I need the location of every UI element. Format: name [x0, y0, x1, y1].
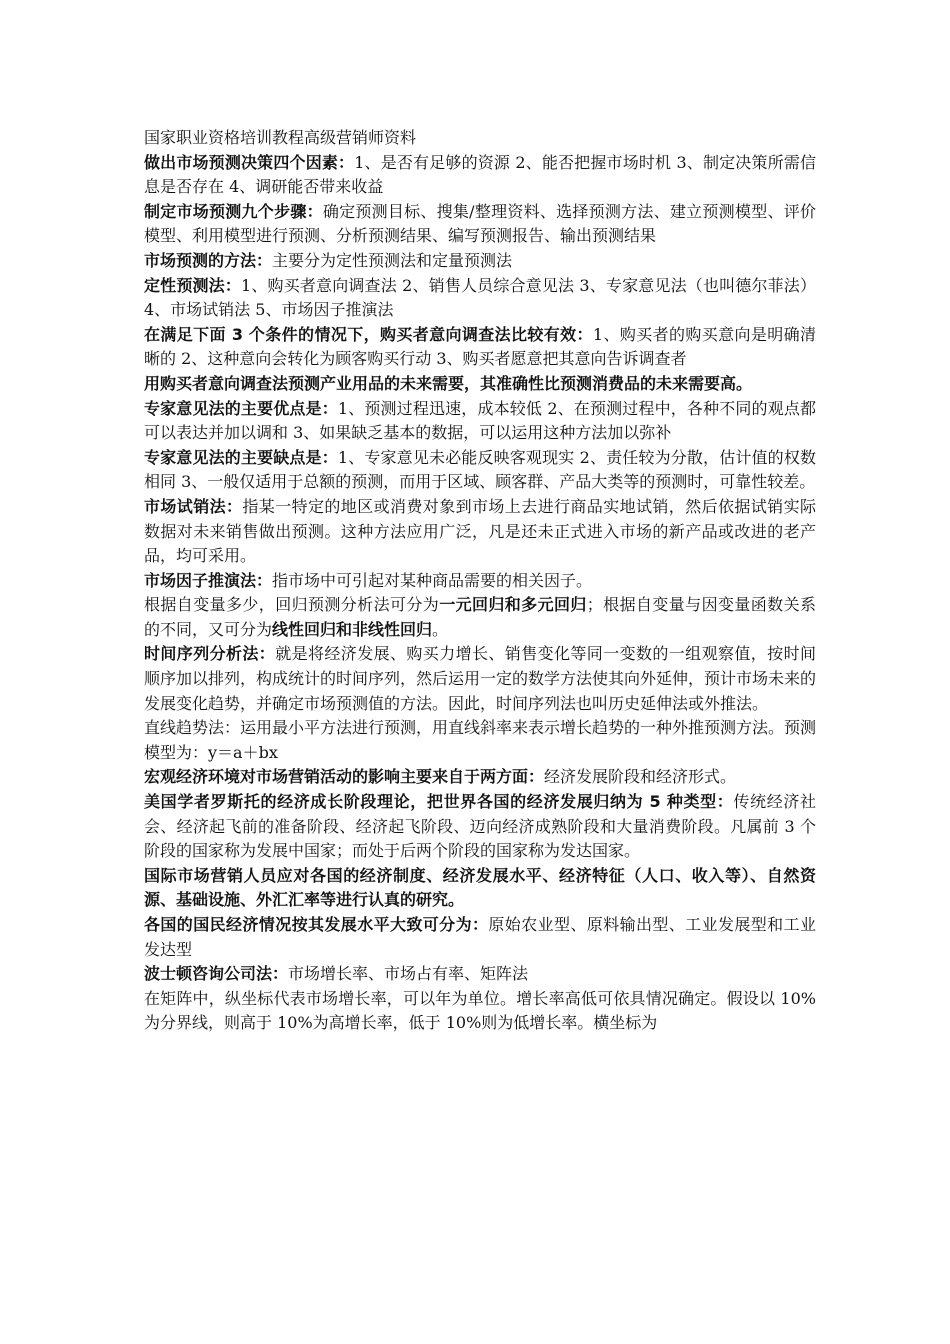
paragraph-macro-environment — [144, 765, 816, 790]
paragraph-linear-trend — [144, 716, 816, 765]
paragraph-body: 就是将经济发展、购买力增长、销售变化等同一变数的一组观察值，按时间顺序加以排列，构成统计的时间序列，然后运用一定的数学方法使其向外延伸，预计市场未来的发展变化趋势，并确定市场预测值的方法。因此，时间序列法也叫历史延伸法或外推法。 — [144, 644, 817, 713]
paragraph-buyer-intent-conditions — [144, 323, 816, 372]
paragraph-body: 1、购买者的购买意向是明确清晰的 2、这种意向会转化为顾客购买行动 3、购买者愿意把其意向告诉调查者 — [144, 324, 816, 369]
paragraph-body: 直线趋势法：运用最小平方法进行预测，用直线斜率来表示增长趋势的一种外推预测方法。预测模型为：y＝a＋bx — [144, 718, 817, 762]
paragraph-expert-advantages — [144, 397, 816, 446]
paragraph-prediction-steps — [144, 200, 816, 249]
paragraph-heading: 市场因子推演法： — [144, 570, 273, 590]
paragraph-heading: 市场试销法： — [144, 496, 243, 516]
regression-type-emphasis: 线性回归和非线性回归 — [272, 619, 433, 639]
paragraph-heading: 专家意见法的主要缺点是： — [144, 447, 338, 467]
paragraph-heading: 各国的国民经济情况按其发展水平大致可分为： — [144, 915, 489, 934]
paragraph-body: 经济发展阶段和经济形式。 — [544, 767, 737, 787]
paragraph-heading: 时间序列分析法： — [144, 644, 276, 664]
paragraph-test-marketing — [144, 495, 816, 569]
paragraph-body: 1、是否有足够的资源 2、能否把握市场时机 3、制定决策所需信息是否存在 4、调研能否带来收益 — [144, 152, 816, 197]
paragraph-heading: 用购买者意向调查法预测产业用品的未来需要，其准确性比预测消费品的未来需要高。 — [144, 373, 753, 393]
paragraph-heading: 做出市场预测决策四个因素： — [144, 152, 355, 172]
paragraph-prediction-methods — [144, 249, 816, 274]
paragraph-heading: 波士顿咨询公司法： — [144, 964, 289, 984]
paragraph-factor-deduction — [144, 569, 816, 594]
document-page — [144, 126, 816, 1036]
paragraph-buyer-intent-accuracy — [144, 372, 816, 397]
paragraph-bcg-method — [144, 962, 816, 987]
paragraph-body: 根据自变量多少，回归预测分析法可分为 — [144, 595, 440, 615]
paragraph-heading: 宏观经济环境对市场营销活动的影响主要来自于两方面： — [144, 767, 545, 787]
paragraph-expert-disadvantages — [144, 446, 816, 495]
paragraph-body: 1、购买者意向调查法 2、销售人员综合意见法 3、专家意见法（也叫德尔菲法）4、市场试销法 5、市场因子推演法 — [144, 275, 816, 320]
paragraph-body: 传统经济社会、经济起飞前的准备阶段、经济起飞阶段、迈向经济成熟阶段和大量消费阶段。凡属前 3 个阶段的国家称为发展中国家；而处于后两个阶段的国家称为发达国家。 — [144, 792, 816, 861]
paragraph-body: 主要分为定性预测法和定量预测法 — [272, 250, 513, 270]
paragraph-body: 原始农业型、原料输出型、工业发展型和工业发达型 — [144, 915, 816, 959]
paragraph-heading: 定性预测法： — [144, 275, 242, 295]
paragraph-bcg-matrix — [144, 987, 816, 1036]
paragraph-qualitative-methods — [144, 274, 816, 323]
paragraph-heading: 市场预测的方法： — [144, 250, 273, 270]
paragraph-body: 在矩阵中，纵坐标代表市场增长率，可以年为单位。增长率高低可依具情况确定。假设以 10%为分界线，则高于 10%为高增长率，低于 10%则为低增长率。横坐标为 — [144, 988, 816, 1033]
paragraph-heading: 在满足下面 3 个条件的情况下，购买者意向调查法比较有效： — [144, 324, 593, 344]
paragraph-time-series — [144, 642, 816, 716]
paragraph-body: 1、预测过程迅速，成本较低 2、在预测过程中，各种不同的观点都可以表达并加以调和 3、如果缺乏基本的数据，可以运用这种方法加以弥补 — [144, 398, 816, 443]
paragraph-body: 市场增长率、市场占有率、矩阵法 — [288, 964, 529, 984]
paragraph-body: 指某一特定的地区或消费对象到市场上去进行商品实地试销，然后依据试销实际数据对未来销售做出预测。这种方法应用广泛，凡是还未正式进入市场的新产品或改进的老产品，均可采用。 — [144, 496, 816, 566]
paragraph-prediction-factors — [144, 151, 816, 200]
regression-type-emphasis: 一元回归和多元回归 — [439, 595, 587, 615]
paragraph-body: ；根据自变量与因变量函数关系的不同，又可分为 — [144, 595, 816, 639]
document-title: 国家职业资格培训教程高级营销师资料 — [144, 128, 417, 147]
paragraph-heading: 制定市场预测九个步骤： — [144, 201, 323, 221]
paragraph-international-research — [144, 864, 816, 913]
paragraph-economy-types — [144, 913, 816, 962]
paragraph-heading: 专家意见法的主要优点是： — [144, 398, 338, 418]
paragraph-regression — [144, 593, 816, 642]
paragraph-rostow-theory — [144, 790, 816, 864]
paragraph-heading: 国际市场营销人员应对各国的经济制度、经济发展水平、经济特征（人口、收入等）、自然资源、基础设施、外汇汇率等进行认真的研究。 — [144, 865, 816, 910]
paragraph-heading: 美国学者罗斯托的经济成长阶段理论，把世界各国的经济发展归纳为 5 种类型： — [144, 792, 734, 812]
paragraph-body: 1、专家意见未必能反映客观现实 2、责任较为分散，估计值的权数相同 3、一般仅适用于总额的预测，而用于区域、顾客群、产品大类等的预测时，可靠性较差。 — [144, 447, 816, 492]
paragraph-body: 确定预测目标、搜集/整理资料、选择预测方法、建立预测模型、评价模型、利用模型进行预测、分析预测结果、编写预测报告、输出预测结果 — [144, 201, 816, 246]
paragraph-body: 指市场中可引起对某种商品需要的相关因子。 — [272, 570, 593, 590]
paragraph-body: 。 — [432, 619, 449, 639]
